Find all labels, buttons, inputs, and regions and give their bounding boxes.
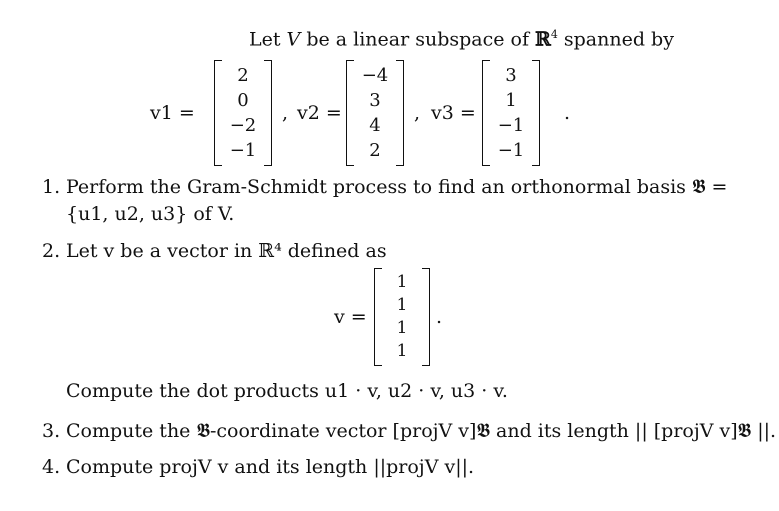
v1-entry: −2 bbox=[229, 115, 257, 136]
item-2-compute: Compute the dot products u1 · v, u2 · v, u3 · v. bbox=[66, 380, 508, 402]
vector-v3-matrix bbox=[482, 60, 540, 166]
v-entry: 1 bbox=[396, 295, 408, 315]
vector-v1-matrix bbox=[214, 60, 272, 166]
item-number: 2. bbox=[42, 240, 61, 262]
v2-entry: 4 bbox=[369, 115, 381, 136]
item-1-line-2: {u1, u2, u3} of V. bbox=[66, 203, 235, 225]
vector-label-v3: v3 = bbox=[431, 102, 476, 124]
item-1-line-1: Perform the Gram-Schmidt process to find an orthonormal basis 𝕭 = bbox=[66, 176, 728, 198]
period: . bbox=[436, 306, 443, 328]
symbol-R: ℝ bbox=[535, 28, 551, 51]
item-2-text: Let v be a vector in ℝ⁴ defined as bbox=[66, 240, 387, 262]
v2-entry: 2 bbox=[369, 140, 381, 161]
v1-entry: 0 bbox=[237, 90, 249, 111]
v2-entry: 3 bbox=[369, 90, 381, 111]
v-entry: 1 bbox=[396, 272, 408, 292]
v3-entry: 3 bbox=[505, 65, 517, 86]
item-number: 4. bbox=[42, 456, 61, 478]
separator: , bbox=[414, 102, 421, 124]
separator: , bbox=[282, 102, 289, 124]
period: . bbox=[564, 102, 571, 124]
spanning-vectors bbox=[0, 56, 779, 174]
item-number: 3. bbox=[42, 420, 61, 442]
vector-label-v: v = bbox=[334, 306, 367, 328]
item-3-text: Compute the 𝕭-coordinate vector [projV v]𝕭 and its length || [projV v]𝕭 ||. bbox=[66, 420, 777, 442]
v2-entry: −4 bbox=[361, 65, 389, 86]
v3-entry: −1 bbox=[497, 140, 525, 161]
v-entry: 1 bbox=[396, 341, 408, 361]
item-3 bbox=[42, 420, 776, 442]
symbol-V: V bbox=[286, 28, 301, 51]
vector-label-v2: v2 = bbox=[297, 102, 342, 124]
vector-label-v1: v1 = bbox=[150, 102, 195, 124]
item-4 bbox=[42, 456, 474, 478]
intro-sentence bbox=[249, 28, 674, 50]
item-number: 1. bbox=[42, 176, 61, 198]
item-4-text: Compute projV v and its length ||projV v||. bbox=[66, 456, 475, 478]
v1-entry: 2 bbox=[237, 65, 249, 86]
item-1 bbox=[42, 176, 727, 198]
exponent-4: 4 bbox=[550, 28, 558, 41]
intro-text-before: Let bbox=[249, 28, 287, 51]
intro-text-mid: be a linear subspace of bbox=[300, 28, 536, 51]
vector-v2-matrix bbox=[346, 60, 404, 166]
intro-text-after: spanned by bbox=[557, 28, 674, 51]
v3-entry: −1 bbox=[497, 115, 525, 136]
v-entry: 1 bbox=[396, 318, 408, 338]
item-2 bbox=[42, 240, 387, 262]
v1-entry: −1 bbox=[229, 140, 257, 161]
v3-entry: 1 bbox=[505, 90, 517, 111]
vector-v-matrix bbox=[374, 268, 430, 366]
